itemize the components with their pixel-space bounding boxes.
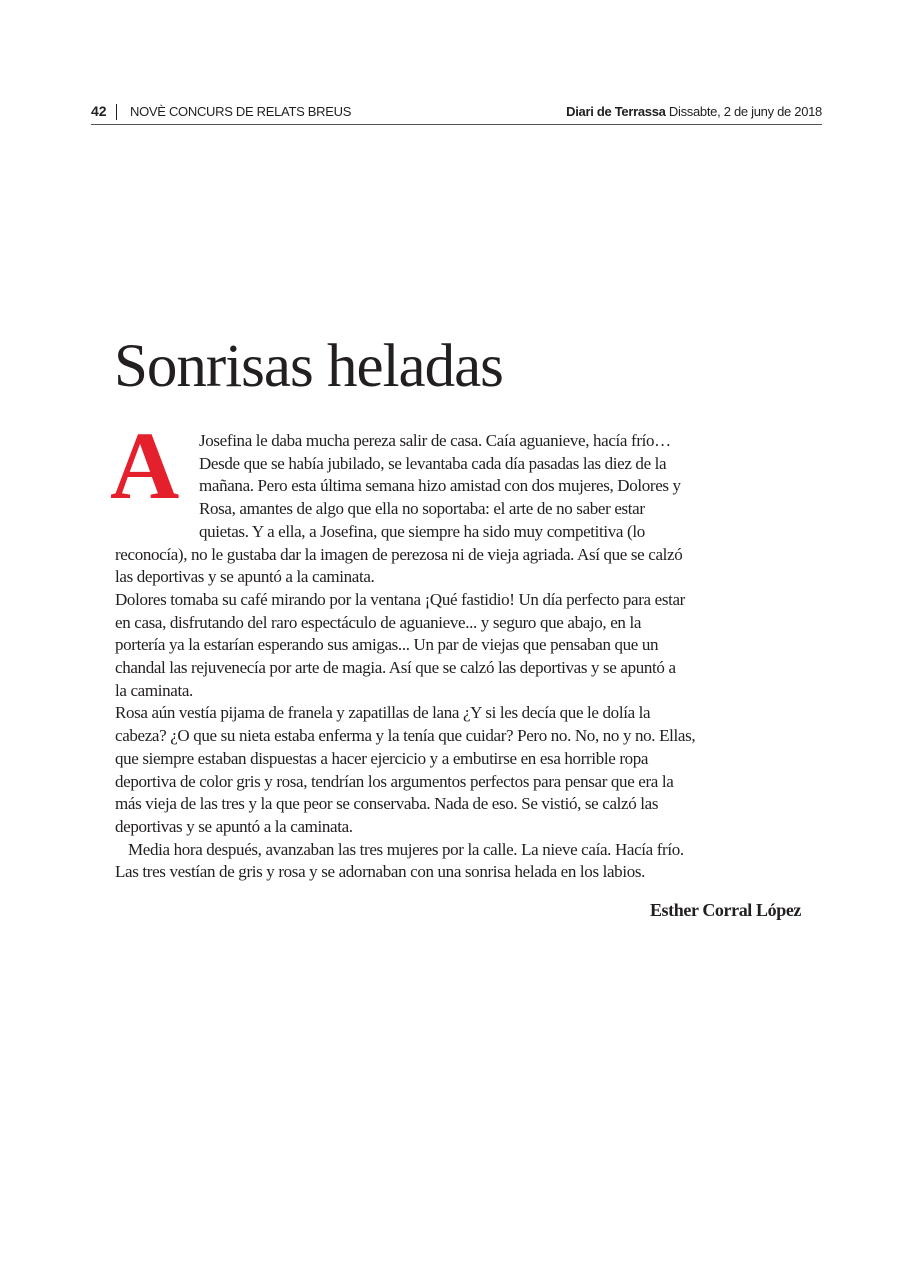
text-line: Desde que se había jubilado, se levantaba cada día pasadas las diez de la: [199, 453, 667, 473]
text-line: Las tres vestían de gris y rosa y se adornaban con una sonrisa helada en los labios.: [115, 862, 646, 882]
header-separator: [116, 104, 117, 120]
text-line: mañana. Pero esta última semana hizo amistad con dos mujeres, Dolores y: [199, 476, 681, 496]
text-line: Josefina le daba mucha pereza salir de casa. Caía aguanieve, hacía frío…: [199, 431, 671, 450]
text-line: chandal las rejuvenecía por arte de magia. Así que se calzó las deportivas y se apuntó a: [115, 658, 676, 678]
text-line: Rosa aún vestía pijama de franela y zapatillas de lana ¿Y si les decía que le dolía la: [115, 703, 651, 723]
drop-cap: A: [110, 412, 180, 519]
article-title: Sonrisas heladas: [114, 333, 503, 400]
text-line: Media hora después, avanzaban las tres mujeres por la calle. La nieve caía. Hacía frío.: [128, 839, 684, 859]
text-line: quietas. Y a ella, a Josefina, que siempre ha sido muy competitiva (lo: [199, 521, 645, 541]
text-line: cabeza? ¿O que su nieta estaba enferma y la tenía que cuidar? Pero no. No, no y no. Ellas,: [115, 726, 696, 746]
text-line: las deportivas y se apuntó a la caminata.: [115, 567, 375, 587]
text-line: Rosa, amantes de algo que ella no soportaba: el arte de no saber estar: [199, 499, 645, 519]
text-line: Dolores tomaba su café mirando por la ventana ¡Qué fastidio! Un día perfecto para estar: [115, 589, 685, 609]
text-line: la caminata.: [115, 680, 193, 700]
issue-date: Dissabte, 2 de juny de 2018: [668, 104, 822, 119]
author-byline: Esther Corral López: [649, 900, 801, 920]
section-title: NOVÈ CONCURS DE RELATS BREUS: [130, 104, 352, 119]
page-number: 42: [91, 103, 107, 119]
header-rule: [91, 124, 822, 125]
text-line: deportiva de color gris y rosa, tendrían los argumentos perfectos para pensar que era la: [115, 771, 674, 791]
article-body: [115, 430, 805, 884]
text-line: en casa, disfrutando del raro espectáculo de aguanieve... y seguro que abajo, en la: [115, 612, 642, 632]
publication-name: Diari de Terrassa: [566, 104, 666, 119]
text-line: más vieja de las tres y la que peor se conservaba. Nada de eso. Se vistió, se calzó las: [115, 794, 659, 814]
text-line: reconocía), no le gustaba dar la imagen de perezosa ni de vieja agriada. Así que se calzó: [115, 544, 683, 564]
text-line: deportivas y se apuntó a la caminata.: [115, 816, 353, 836]
text-line: que siempre estaban dispuestas a hacer ejercicio y a embutirse en esa horrible ropa: [115, 748, 649, 768]
masthead: [566, 104, 822, 119]
text-line: portería ya la estarían esperando sus amigas... Un par de viejas que pensaban que un: [115, 635, 659, 655]
